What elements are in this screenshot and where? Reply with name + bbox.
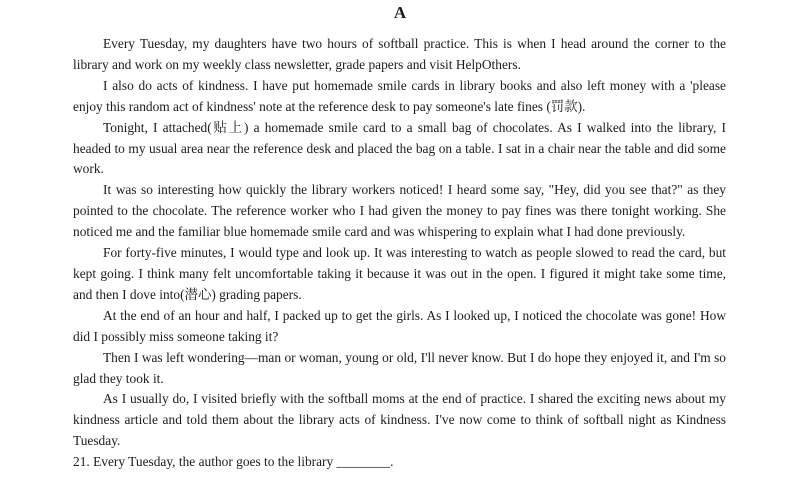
paragraph-8: As I usually do, I visited briefly with the softball moms at the end of practice. I shared the exciting news about my kindness article and told them about the library acts of kindness. I've now come to think of softball night as Kindness Tuesday. bbox=[73, 391, 726, 449]
passage-title: A bbox=[393, 3, 407, 22]
paragraph-5: For forty-five minutes, I would type and look up. It was interesting to watch as people slowed to read the card, but kept going. I think many felt uncomfortable taking it because it was out in the open. I figured it might take some time, and then I dove into(潜心) grading papers. bbox=[73, 245, 726, 302]
paragraph-7: Then I was left wondering—man or woman, young or old, I'll never know. But I do hope they enjoyed it, and I'm so glad they took it. bbox=[73, 349, 726, 386]
paragraph-4: It was so interesting how quickly the library workers noticed! I heard some say, "Hey, did you see that?" as they pointed to the chocolate. The reference worker who I had given the money to pay fines was there tonight working. She noticed me and the familiar blue homemade smile card and was whispering to explain what I had done previously. bbox=[73, 182, 726, 240]
paragraph-6: At the end of an hour and half, I packed up to get the girls. As I looked up, I noticed the chocolate was gone! How did I possibly miss someone taking it? bbox=[73, 307, 726, 344]
passage-body bbox=[73, 34, 726, 473]
paragraph-2: I also do acts of kindness. I have put homemade smile cards in library books and also left money with a 'please enjoy this random act of kindness' note at the reference desk to pay someone's late fines (罚款). bbox=[73, 77, 726, 114]
question-21: 21. Every Tuesday, the author goes to the library ________. bbox=[73, 454, 394, 470]
paragraph-1: Every Tuesday, my daughters have two hours of softball practice. This is when I head around the corner to the library and work on my weekly class newsletter, grade papers and visit HelpOthers. bbox=[73, 36, 726, 72]
paragraph-3: Tonight, I attached(贴上) a homemade smile card to a small bag of chocolates. As I walked into the library, I headed to my usual area near the reference desk and placed the bag on a table. I sat in a chair near the table and did some work. bbox=[73, 119, 726, 177]
